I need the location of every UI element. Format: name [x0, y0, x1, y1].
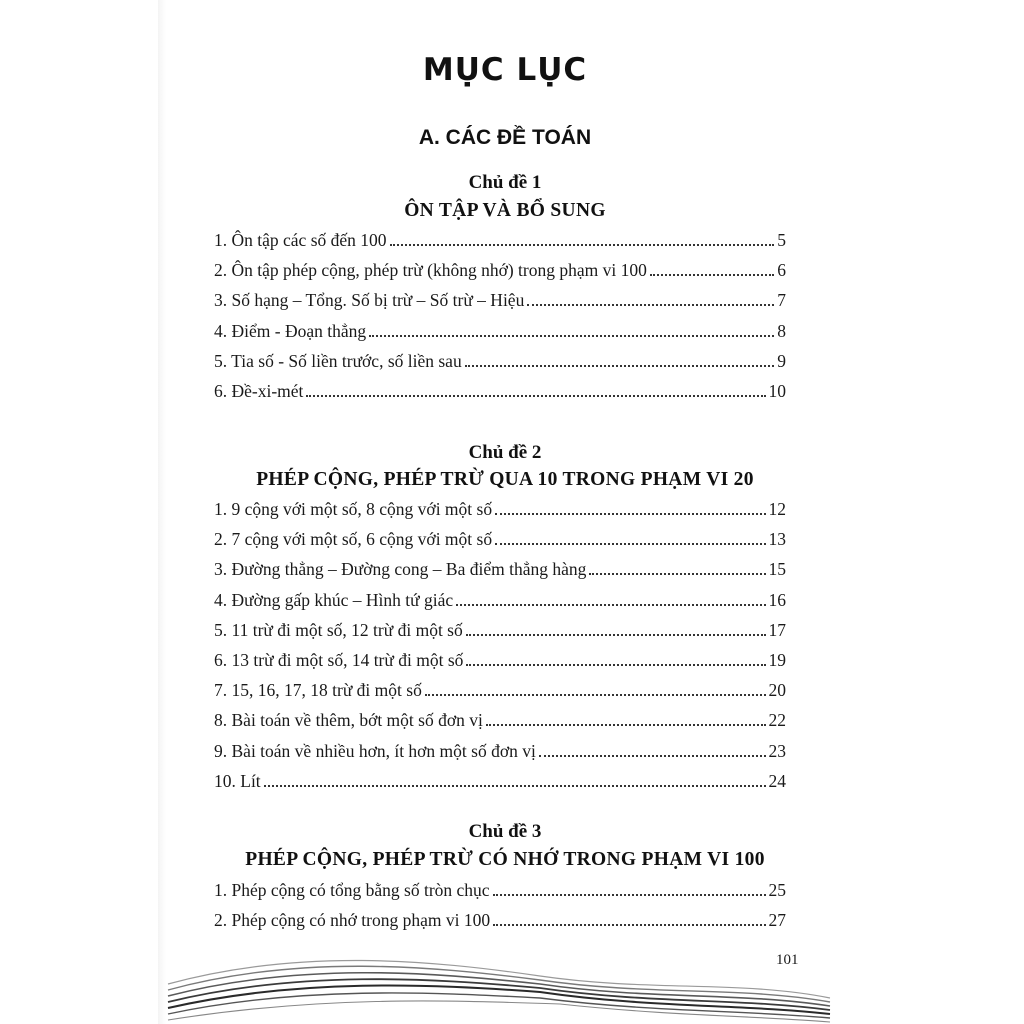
- dot-leader: [589, 573, 765, 575]
- toc-entry-page: 20: [768, 680, 786, 701]
- toc-entry-text: 4. Đường gấp khúc – Hình tứ giác: [214, 589, 454, 610]
- toc-entry-page: 5: [777, 230, 786, 250]
- page-number: 101: [776, 952, 799, 968]
- toc-entry: [214, 376, 786, 406]
- dot-leader: [539, 755, 766, 757]
- toc-entry: [214, 766, 786, 796]
- toc-entry: [214, 316, 786, 346]
- toc-entry-page: 8: [777, 320, 786, 341]
- section-3-toc: [214, 875, 786, 935]
- toc-entry: [214, 585, 786, 615]
- toc-entry-text: 9. Bài toán về nhiều hơn, ít hơn một số đơn vị: [214, 740, 536, 761]
- dot-leader: [264, 785, 766, 787]
- toc-entry: [214, 225, 786, 255]
- toc-entry-page: 9: [777, 350, 786, 371]
- section-1-heading: ÔN TẬP VÀ BỔ SUNG: [404, 200, 606, 221]
- toc-entry: [214, 875, 786, 905]
- dot-leader: [425, 694, 766, 696]
- dot-leader: [493, 924, 765, 926]
- toc-entry: [214, 645, 786, 675]
- section-2-toc: [214, 494, 786, 796]
- dot-leader: [527, 304, 774, 306]
- toc-entry-text: 3. Đường thẳng – Đường cong – Ba điểm thẳng hàng: [214, 559, 587, 580]
- toc-entry-page: 17: [768, 619, 786, 640]
- toc-entry-text: 1. 9 cộng với một số, 8 cộng với một số: [214, 499, 493, 519]
- toc-entry-page: 22: [768, 710, 786, 731]
- toc-entry-page: 13: [768, 529, 786, 550]
- section-3-heading: PHÉP CỘNG, PHÉP TRỪ CÓ NHỚ TRONG PHẠM VI 100: [245, 849, 765, 870]
- section-3-label: Chủ đề 3: [468, 821, 542, 842]
- toc-entry: [214, 615, 786, 645]
- toc-entry: [214, 736, 786, 766]
- section-1-label: Chủ đề 1: [468, 172, 542, 193]
- dot-leader: [306, 395, 765, 397]
- dot-leader: [466, 664, 765, 666]
- toc-entry-text: 1. Phép cộng có tổng bằng số tròn chục: [214, 880, 490, 900]
- dot-leader: [465, 365, 775, 367]
- toc-entry-page: 19: [768, 649, 786, 670]
- toc-entry: [214, 285, 786, 315]
- toc-entry-text: 3. Số hạng – Tổng. Số bị trừ – Số trừ – Hiệu: [214, 290, 525, 311]
- dot-leader: [369, 335, 774, 337]
- toc-entry-page: 12: [768, 499, 786, 519]
- toc-entry-text: 6. 13 trừ đi một số, 14 trừ đi một số: [214, 649, 464, 670]
- toc-entry: [214, 705, 786, 735]
- section-2-label: Chủ đề 2: [468, 442, 542, 463]
- section-2-heading: PHÉP CỘNG, PHÉP TRỪ QUA 10 TRONG PHẠM VI 20: [256, 469, 754, 490]
- toc-entry-page: 10: [768, 380, 786, 401]
- toc-entry-text: 8. Bài toán về thêm, bớt một số đơn vị: [214, 710, 483, 731]
- dot-leader: [493, 894, 766, 896]
- toc-entry-page: 25: [768, 880, 786, 900]
- decorative-wave-ornament: [0, 940, 1024, 1024]
- dot-leader: [466, 634, 766, 636]
- toc-entry-text: 2. Ôn tập phép cộng, phép trừ (không nhớ) trong phạm vi 100: [214, 260, 647, 281]
- toc-entry: [214, 346, 786, 376]
- toc-entry: [214, 554, 786, 584]
- toc-entry: [214, 255, 786, 285]
- page-title: MỤC LỤC: [422, 52, 588, 88]
- dot-leader: [495, 543, 765, 545]
- part-title: A. CÁC ĐỀ TOÁN: [418, 126, 592, 149]
- toc-entry-text: 2. Phép cộng có nhớ trong phạm vi 100: [214, 910, 491, 931]
- toc-entry-page: 6: [777, 260, 786, 281]
- toc-entry: [214, 905, 786, 935]
- dot-leader: [495, 513, 765, 515]
- toc-entry: [214, 494, 786, 524]
- dot-leader: [486, 724, 766, 726]
- toc-entry-text: 4. Điểm - Đoạn thẳng: [214, 320, 367, 341]
- toc-entry-page: 27: [768, 910, 786, 931]
- toc-entry-text: 7. 15, 16, 17, 18 trừ đi một số: [214, 680, 422, 701]
- toc-entry-text: 6. Đề-xi-mét: [214, 380, 304, 401]
- toc-entry: [214, 675, 786, 705]
- dot-leader: [650, 274, 774, 276]
- toc-entry-text: 2. 7 cộng với một số, 6 cộng với một số: [214, 529, 493, 550]
- toc-entry-page: 24: [768, 770, 786, 791]
- toc-entry-page: 23: [768, 740, 786, 761]
- section-1-toc: [214, 225, 786, 406]
- toc-entry-text: 5. Tia số - Số liền trước, số liền sau: [214, 350, 462, 371]
- toc-entry-text: 1. Ôn tập các số đến 100: [214, 230, 387, 250]
- toc-entry-page: 7: [777, 290, 786, 311]
- toc-entry-page: 16: [768, 589, 786, 610]
- dot-leader: [456, 604, 765, 606]
- toc-entry-text: 10. Lít: [214, 770, 261, 791]
- toc-entry-page: 15: [768, 559, 786, 580]
- dot-leader: [390, 244, 775, 246]
- toc-entry: [214, 524, 786, 554]
- toc-entry-text: 5. 11 trừ đi một số, 12 trừ đi một số: [214, 619, 463, 640]
